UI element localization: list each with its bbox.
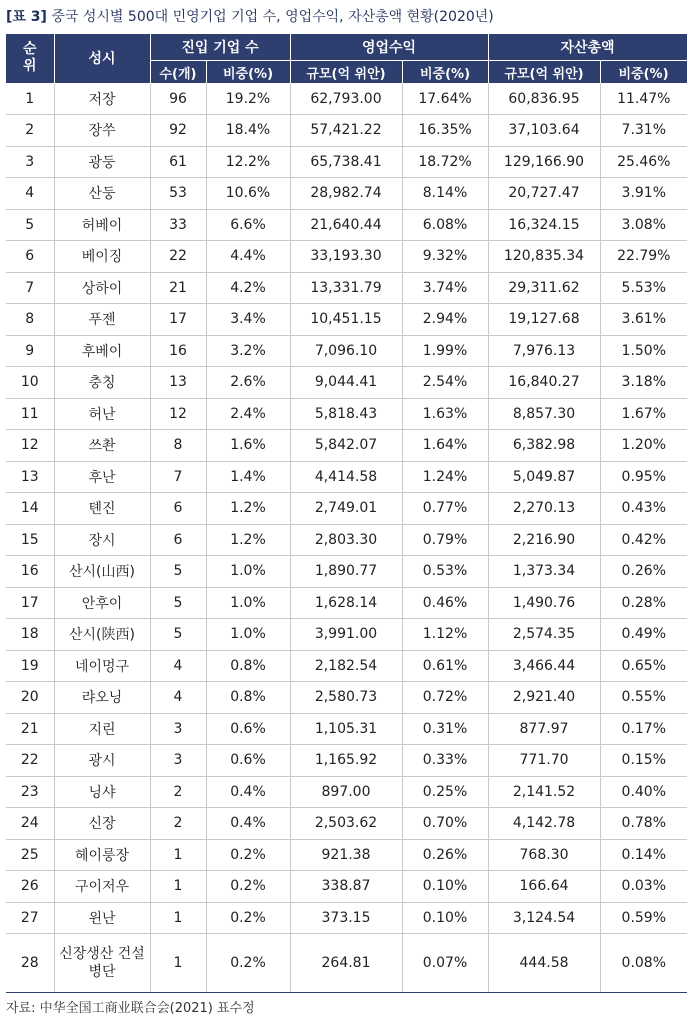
revenue-cell: 1,105.31 <box>290 713 402 745</box>
rank-cell: 8 <box>6 304 54 336</box>
count-share-cell: 2.4% <box>206 398 290 430</box>
revenue-cell: 28,982.74 <box>290 178 402 210</box>
rank-cell: 12 <box>6 430 54 462</box>
assets-share-cell: 0.55% <box>600 682 687 714</box>
rank-cell: 6 <box>6 241 54 273</box>
count-share-cell: 19.2% <box>206 83 290 115</box>
assets-cell: 2,270.13 <box>488 493 600 525</box>
assets-cell: 2,921.40 <box>488 682 600 714</box>
header-revenue-share: 비중(%) <box>402 61 488 84</box>
table-row <box>6 430 687 462</box>
header-assets-scale: 규모(억 위안) <box>488 61 600 84</box>
revenue-cell: 1,165.92 <box>290 745 402 777</box>
header-count: 수(개) <box>150 61 206 84</box>
table-row <box>6 934 687 993</box>
assets-cell: 19,127.68 <box>488 304 600 336</box>
count-cell: 96 <box>150 83 206 115</box>
count-cell: 3 <box>150 745 206 777</box>
rank-cell: 10 <box>6 367 54 399</box>
revenue-cell: 2,749.01 <box>290 493 402 525</box>
assets-cell: 120,835.34 <box>488 241 600 273</box>
count-cell: 5 <box>150 619 206 651</box>
province-cell: 지린 <box>54 713 150 745</box>
table-row <box>6 902 687 934</box>
revenue-share-cell: 0.70% <box>402 808 488 840</box>
count-share-cell: 0.4% <box>206 776 290 808</box>
province-cell: 구이저우 <box>54 871 150 903</box>
province-cell: 광시 <box>54 745 150 777</box>
table-row <box>6 745 687 777</box>
count-share-cell: 0.2% <box>206 902 290 934</box>
rank-cell: 14 <box>6 493 54 525</box>
revenue-cell: 5,818.43 <box>290 398 402 430</box>
table-row <box>6 619 687 651</box>
revenue-cell: 10,451.15 <box>290 304 402 336</box>
assets-share-cell: 0.43% <box>600 493 687 525</box>
count-share-cell: 0.8% <box>206 682 290 714</box>
province-cell: 허난 <box>54 398 150 430</box>
assets-share-cell: 22.79% <box>600 241 687 273</box>
province-cell: 산시(陕西) <box>54 619 150 651</box>
revenue-share-cell: 0.53% <box>402 556 488 588</box>
assets-share-cell: 3.08% <box>600 209 687 241</box>
count-cell: 16 <box>150 335 206 367</box>
revenue-share-cell: 3.74% <box>402 272 488 304</box>
table-row <box>6 83 687 115</box>
revenue-share-cell: 1.24% <box>402 461 488 493</box>
assets-cell: 16,324.15 <box>488 209 600 241</box>
rank-cell: 9 <box>6 335 54 367</box>
rank-cell: 24 <box>6 808 54 840</box>
assets-cell: 3,124.54 <box>488 902 600 934</box>
assets-cell: 29,311.62 <box>488 272 600 304</box>
assets-cell: 5,049.87 <box>488 461 600 493</box>
count-cell: 13 <box>150 367 206 399</box>
revenue-cell: 373.15 <box>290 902 402 934</box>
header-rank: 순위 <box>6 34 54 83</box>
rank-cell: 25 <box>6 839 54 871</box>
table-row <box>6 650 687 682</box>
assets-share-cell: 5.53% <box>600 272 687 304</box>
revenue-share-cell: 8.14% <box>402 178 488 210</box>
assets-share-cell: 11.47% <box>600 83 687 115</box>
table-title <box>6 6 494 28</box>
assets-share-cell: 1.20% <box>600 430 687 462</box>
province-cell: 베이징 <box>54 241 150 273</box>
table-row <box>6 241 687 273</box>
assets-cell: 129,166.90 <box>488 146 600 178</box>
revenue-cell: 1,890.77 <box>290 556 402 588</box>
rank-cell: 22 <box>6 745 54 777</box>
count-share-cell: 3.2% <box>206 335 290 367</box>
rank-cell: 23 <box>6 776 54 808</box>
rank-cell: 27 <box>6 902 54 934</box>
revenue-share-cell: 16.35% <box>402 115 488 147</box>
table-row <box>6 839 687 871</box>
assets-cell: 8,857.30 <box>488 398 600 430</box>
table-title-text: 중국 성시별 500대 민영기업 기업 수, 영업수익, 자산총액 현황(2020년) <box>51 9 494 25</box>
revenue-share-cell: 1.99% <box>402 335 488 367</box>
count-share-cell: 10.6% <box>206 178 290 210</box>
count-cell: 1 <box>150 934 206 993</box>
province-cell: 저장 <box>54 83 150 115</box>
table-row <box>6 209 687 241</box>
count-share-cell: 0.6% <box>206 745 290 777</box>
rank-cell: 2 <box>6 115 54 147</box>
count-cell: 4 <box>150 682 206 714</box>
revenue-cell: 2,503.62 <box>290 808 402 840</box>
rank-cell: 7 <box>6 272 54 304</box>
assets-share-cell: 0.03% <box>600 871 687 903</box>
count-share-cell: 0.2% <box>206 934 290 993</box>
table-row <box>6 178 687 210</box>
count-share-cell: 12.2% <box>206 146 290 178</box>
rank-cell: 5 <box>6 209 54 241</box>
revenue-cell: 62,793.00 <box>290 83 402 115</box>
province-cell: 헤이룽장 <box>54 839 150 871</box>
revenue-cell: 65,738.41 <box>290 146 402 178</box>
assets-cell: 37,103.64 <box>488 115 600 147</box>
assets-cell: 768.30 <box>488 839 600 871</box>
count-cell: 1 <box>150 902 206 934</box>
revenue-cell: 13,331.79 <box>290 272 402 304</box>
header-assets-share: 비중(%) <box>600 61 687 84</box>
revenue-cell: 9,044.41 <box>290 367 402 399</box>
province-cell: 네이멍구 <box>54 650 150 682</box>
count-cell: 5 <box>150 587 206 619</box>
header-entry: 진입 기업 수 <box>150 34 290 61</box>
count-cell: 53 <box>150 178 206 210</box>
rank-cell: 15 <box>6 524 54 556</box>
rank-cell: 18 <box>6 619 54 651</box>
assets-cell: 16,840.27 <box>488 367 600 399</box>
header-count-share: 비중(%) <box>206 61 290 84</box>
assets-share-cell: 3.61% <box>600 304 687 336</box>
province-cell: 장시 <box>54 524 150 556</box>
count-cell: 6 <box>150 524 206 556</box>
count-share-cell: 1.2% <box>206 524 290 556</box>
revenue-share-cell: 6.08% <box>402 209 488 241</box>
revenue-share-cell: 0.79% <box>402 524 488 556</box>
revenue-share-cell: 0.61% <box>402 650 488 682</box>
rank-cell: 16 <box>6 556 54 588</box>
revenue-cell: 4,414.58 <box>290 461 402 493</box>
revenue-share-cell: 1.64% <box>402 430 488 462</box>
count-share-cell: 0.8% <box>206 650 290 682</box>
table-row <box>6 713 687 745</box>
revenue-share-cell: 0.77% <box>402 493 488 525</box>
count-share-cell: 2.6% <box>206 367 290 399</box>
assets-cell: 20,727.47 <box>488 178 600 210</box>
revenue-cell: 57,421.22 <box>290 115 402 147</box>
rank-cell: 28 <box>6 934 54 993</box>
province-cell: 푸젠 <box>54 304 150 336</box>
count-cell: 2 <box>150 808 206 840</box>
province-cell: 허베이 <box>54 209 150 241</box>
table-row <box>6 146 687 178</box>
province-cell: 산둥 <box>54 178 150 210</box>
assets-cell: 6,382.98 <box>488 430 600 462</box>
revenue-cell: 33,193.30 <box>290 241 402 273</box>
assets-share-cell: 25.46% <box>600 146 687 178</box>
count-cell: 21 <box>150 272 206 304</box>
assets-share-cell: 7.31% <box>600 115 687 147</box>
count-share-cell: 0.2% <box>206 839 290 871</box>
assets-cell: 60,836.95 <box>488 83 600 115</box>
assets-share-cell: 0.65% <box>600 650 687 682</box>
assets-share-cell: 0.59% <box>600 902 687 934</box>
count-cell: 2 <box>150 776 206 808</box>
assets-share-cell: 1.50% <box>600 335 687 367</box>
table-body <box>6 83 687 993</box>
assets-share-cell: 3.18% <box>600 367 687 399</box>
revenue-share-cell: 0.25% <box>402 776 488 808</box>
assets-share-cell: 0.28% <box>600 587 687 619</box>
revenue-share-cell: 0.10% <box>402 871 488 903</box>
revenue-share-cell: 0.72% <box>402 682 488 714</box>
count-share-cell: 1.6% <box>206 430 290 462</box>
revenue-share-cell: 0.46% <box>402 587 488 619</box>
count-share-cell: 4.2% <box>206 272 290 304</box>
rank-cell: 21 <box>6 713 54 745</box>
count-share-cell: 1.2% <box>206 493 290 525</box>
header-revenue-scale: 규모(억 위안) <box>290 61 402 84</box>
province-cell: 윈난 <box>54 902 150 934</box>
table-row <box>6 682 687 714</box>
count-share-cell: 0.4% <box>206 808 290 840</box>
assets-cell: 771.70 <box>488 745 600 777</box>
count-cell: 4 <box>150 650 206 682</box>
assets-share-cell: 3.91% <box>600 178 687 210</box>
province-cell: 쓰촨 <box>54 430 150 462</box>
revenue-share-cell: 0.26% <box>402 839 488 871</box>
assets-share-cell: 0.78% <box>600 808 687 840</box>
rank-cell: 20 <box>6 682 54 714</box>
revenue-share-cell: 17.64% <box>402 83 488 115</box>
count-share-cell: 1.4% <box>206 461 290 493</box>
revenue-cell: 264.81 <box>290 934 402 993</box>
assets-share-cell: 0.17% <box>600 713 687 745</box>
count-share-cell: 0.6% <box>206 713 290 745</box>
count-share-cell: 1.0% <box>206 619 290 651</box>
revenue-cell: 7,096.10 <box>290 335 402 367</box>
revenue-cell: 2,580.73 <box>290 682 402 714</box>
province-cell: 상하이 <box>54 272 150 304</box>
revenue-cell: 5,842.07 <box>290 430 402 462</box>
count-cell: 61 <box>150 146 206 178</box>
rank-cell: 11 <box>6 398 54 430</box>
assets-cell: 2,574.35 <box>488 619 600 651</box>
count-share-cell: 3.4% <box>206 304 290 336</box>
province-cell: 후난 <box>54 461 150 493</box>
table-row <box>6 304 687 336</box>
assets-share-cell: 0.95% <box>600 461 687 493</box>
assets-share-cell: 0.49% <box>600 619 687 651</box>
count-share-cell: 6.6% <box>206 209 290 241</box>
revenue-cell: 2,803.30 <box>290 524 402 556</box>
count-cell: 8 <box>150 430 206 462</box>
revenue-share-cell: 0.31% <box>402 713 488 745</box>
assets-share-cell: 0.26% <box>600 556 687 588</box>
rank-cell: 19 <box>6 650 54 682</box>
assets-cell: 2,141.52 <box>488 776 600 808</box>
count-cell: 5 <box>150 556 206 588</box>
assets-cell: 444.58 <box>488 934 600 993</box>
assets-cell: 7,976.13 <box>488 335 600 367</box>
province-cell: 톈진 <box>54 493 150 525</box>
revenue-cell: 21,640.44 <box>290 209 402 241</box>
count-cell: 3 <box>150 713 206 745</box>
table-row <box>6 871 687 903</box>
count-share-cell: 4.4% <box>206 241 290 273</box>
count-cell: 92 <box>150 115 206 147</box>
province-cell: 신장생산 건설병단 <box>54 934 150 993</box>
assets-cell: 4,142.78 <box>488 808 600 840</box>
revenue-cell: 1,628.14 <box>290 587 402 619</box>
table-row <box>6 524 687 556</box>
revenue-share-cell: 2.54% <box>402 367 488 399</box>
table-row <box>6 461 687 493</box>
count-share-cell: 0.2% <box>206 871 290 903</box>
table-row <box>6 115 687 147</box>
assets-cell: 3,466.44 <box>488 650 600 682</box>
revenue-cell: 921.38 <box>290 839 402 871</box>
assets-share-cell: 0.40% <box>600 776 687 808</box>
revenue-cell: 2,182.54 <box>290 650 402 682</box>
table-row <box>6 808 687 840</box>
count-cell: 17 <box>150 304 206 336</box>
assets-cell: 166.64 <box>488 871 600 903</box>
revenue-share-cell: 1.63% <box>402 398 488 430</box>
revenue-share-cell: 2.94% <box>402 304 488 336</box>
count-share-cell: 1.0% <box>206 556 290 588</box>
header-province: 성시 <box>54 34 150 83</box>
province-cell: 닝샤 <box>54 776 150 808</box>
assets-share-cell: 0.14% <box>600 839 687 871</box>
revenue-share-cell: 18.72% <box>402 146 488 178</box>
table-number: [표 3] <box>6 9 47 25</box>
province-cell: 안후이 <box>54 587 150 619</box>
count-cell: 33 <box>150 209 206 241</box>
revenue-cell: 3,991.00 <box>290 619 402 651</box>
assets-cell: 1,490.76 <box>488 587 600 619</box>
rank-cell: 26 <box>6 871 54 903</box>
revenue-share-cell: 1.12% <box>402 619 488 651</box>
revenue-share-cell: 0.07% <box>402 934 488 993</box>
province-cell: 광둥 <box>54 146 150 178</box>
count-share-cell: 1.0% <box>206 587 290 619</box>
count-share-cell: 18.4% <box>206 115 290 147</box>
assets-share-cell: 0.42% <box>600 524 687 556</box>
assets-share-cell: 0.08% <box>600 934 687 993</box>
count-cell: 7 <box>150 461 206 493</box>
header-revenue: 영업수익 <box>290 34 488 61</box>
source-note: 자료: 中华全国工商业联合会(2021) 표수정 <box>6 1001 255 1016</box>
rank-cell: 4 <box>6 178 54 210</box>
table-row <box>6 493 687 525</box>
rank-cell: 3 <box>6 146 54 178</box>
revenue-cell: 897.00 <box>290 776 402 808</box>
count-cell: 22 <box>150 241 206 273</box>
table-row <box>6 335 687 367</box>
count-cell: 1 <box>150 839 206 871</box>
rank-cell: 17 <box>6 587 54 619</box>
count-cell: 6 <box>150 493 206 525</box>
table-row <box>6 398 687 430</box>
revenue-share-cell: 0.10% <box>402 902 488 934</box>
rank-cell: 13 <box>6 461 54 493</box>
province-cell: 후베이 <box>54 335 150 367</box>
assets-cell: 1,373.34 <box>488 556 600 588</box>
province-cell: 산시(山西) <box>54 556 150 588</box>
table-row <box>6 367 687 399</box>
revenue-cell: 338.87 <box>290 871 402 903</box>
province-cell: 장쑤 <box>54 115 150 147</box>
table-row <box>6 587 687 619</box>
assets-share-cell: 1.67% <box>600 398 687 430</box>
province-cell: 충칭 <box>54 367 150 399</box>
header-assets: 자산총액 <box>488 34 687 61</box>
assets-share-cell: 0.15% <box>600 745 687 777</box>
count-cell: 1 <box>150 871 206 903</box>
assets-cell: 877.97 <box>488 713 600 745</box>
rank-cell: 1 <box>6 83 54 115</box>
revenue-share-cell: 9.32% <box>402 241 488 273</box>
count-cell: 12 <box>150 398 206 430</box>
table-row <box>6 776 687 808</box>
table-row <box>6 272 687 304</box>
revenue-share-cell: 0.33% <box>402 745 488 777</box>
province-cell: 신장 <box>54 808 150 840</box>
province-cell: 랴오닝 <box>54 682 150 714</box>
data-table <box>6 34 688 993</box>
assets-cell: 2,216.90 <box>488 524 600 556</box>
table-row <box>6 556 687 588</box>
